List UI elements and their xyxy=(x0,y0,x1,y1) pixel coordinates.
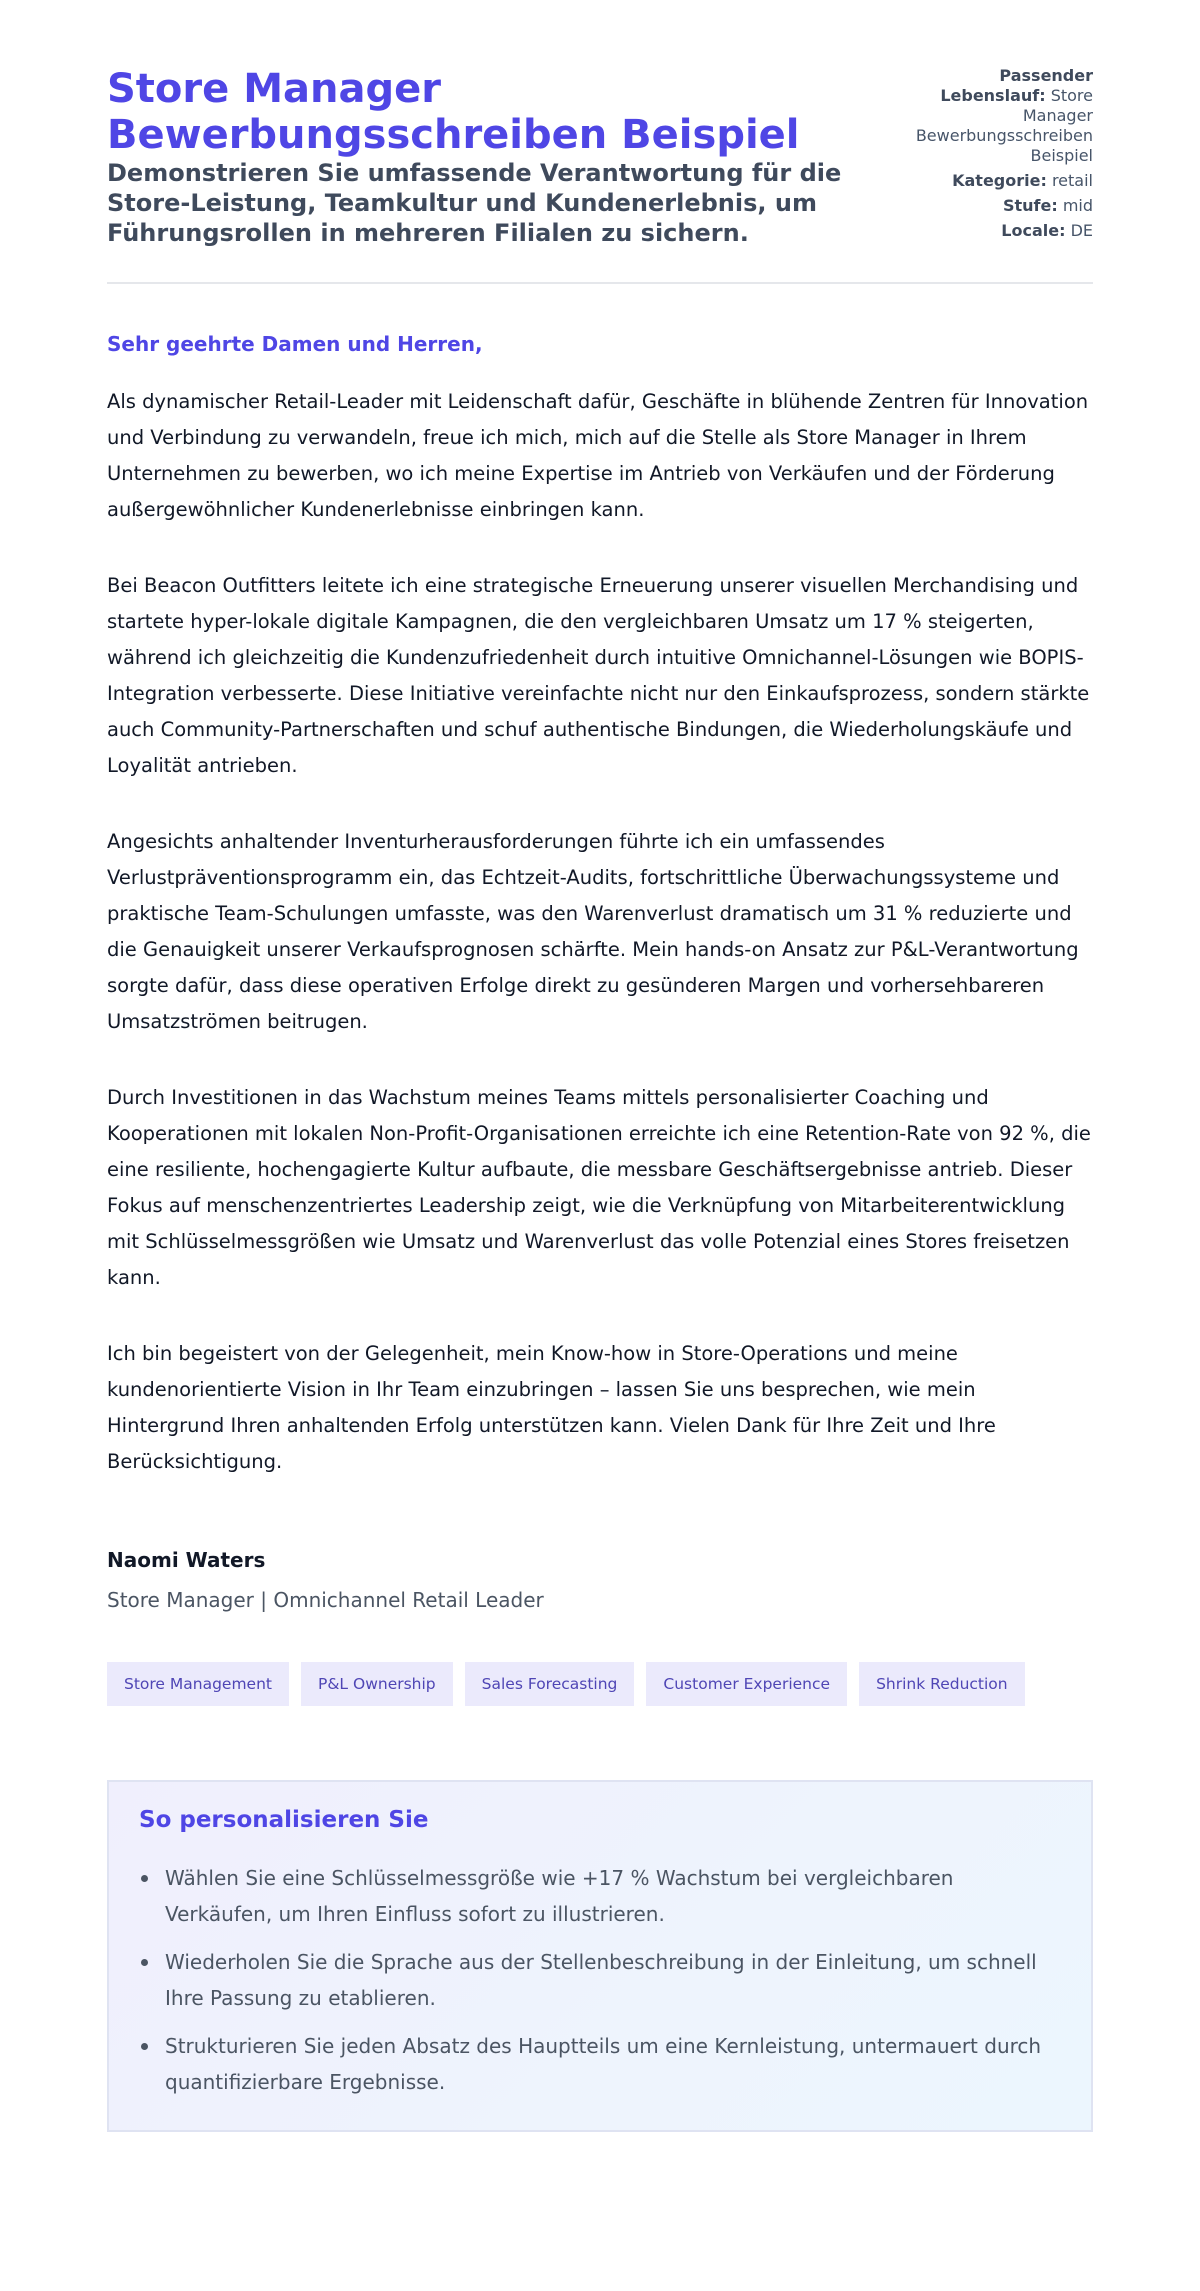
meta-level-label: Stufe: xyxy=(1002,196,1058,215)
meta-locale-label: Locale: xyxy=(1001,221,1066,240)
tips-item xyxy=(139,1860,1061,1932)
meta-level xyxy=(893,196,1093,216)
page-title: Store Manager Bewerbungsschreiben Beispiel xyxy=(107,66,800,158)
signature xyxy=(107,1546,1093,1614)
signature-name: Naomi Waters xyxy=(107,1548,266,1572)
tips-item-text: Strukturieren Sie jeden Absatz des Hauptteils um eine Kernleistung, untermauert durch quantifizierbare Ergebnisse. xyxy=(165,2034,1042,2094)
personalization-tips-box xyxy=(107,1780,1093,2132)
skill-tag-pl-ownership[interactable]: P&L Ownership xyxy=(301,1662,453,1706)
meta-category-label: Kategorie: xyxy=(952,171,1047,190)
tips-list xyxy=(139,1860,1061,2100)
skill-tags xyxy=(107,1662,1093,1706)
salutation: Sehr geehrte Damen und Herren, xyxy=(107,332,483,356)
tips-item xyxy=(139,2028,1061,2100)
bullet-icon xyxy=(141,2043,148,2050)
meta-resume xyxy=(893,66,1093,166)
meta-category xyxy=(893,171,1093,191)
letter-paragraph-loss-prevention: Angesichts anhaltender Inventurherausforderungen führte ich ein umfassendes Verlustpräventionsprogramm ein, das Echtzeit-Audits, fortschrittliche Überwachungssysteme und praktische Team-Schulungen umfasste, was den Warenverlust dramatisch um 31 % reduzierte und die Genauigkeit unserer Verkaufsprognosen schärfte. Mein hands-on Ansatz zur P&L-Verantwortung sorgte dafür, dass diese operativen Erfolge direkt zu gesünderen Margen und vorhersehbareren Umsatzströmen beitrugen. xyxy=(107,830,1079,1033)
signature-role: Store Manager | Omnichannel Retail Leader xyxy=(107,1588,544,1612)
letter-paragraph-team: Durch Investitionen in das Wachstum meines Teams mittels personalisierter Coaching und Kooperationen mit lokalen Non-Profit-Organisationen erreichte ich eine Retention-Rate von 92 %, die eine resiliente, hochengagierte Kultur aufbaute, die messbare Geschäftsergebnisse antrieb. Dieser Fokus auf menschenzentriertes Leadership zeigt, wie die Verknüpfung von Mitarbeiterentwicklung mit Schlüsselmessgrößen wie Umsatz und Warenverlust das volle Potenzial eines Stores freisetzen kann. xyxy=(107,1086,1091,1289)
skill-tag-sales-forecasting[interactable]: Sales Forecasting xyxy=(465,1662,635,1706)
tips-item-text: Wiederholen Sie die Sprache aus der Stellenbeschreibung in der Einleitung, um schnell Ihre Passung zu etablieren. xyxy=(165,1950,1037,2010)
letter-body xyxy=(107,284,1093,2132)
meta-resume-value: Store Manager Bewerbungsschreiben Beispiel xyxy=(915,86,1093,165)
letter-paragraph-closing: Ich bin begeistert von der Gelegenheit, mein Know-how in Store-Operations und meine kundenorientierte Vision in Ihr Team einzubringen – lassen Sie uns besprechen, wie mein Hintergrund Ihren anhaltenden Erfolg unterstützen kann. Vielen Dank für Ihre Zeit und Ihre Berücksichtigung. xyxy=(107,1342,996,1473)
header-title-block xyxy=(107,66,847,248)
skill-tag-store-management[interactable]: Store Management xyxy=(107,1662,289,1706)
page-subtitle: Demonstrieren Sie umfassende Verantwortung für die Store-Leistung, Teamkultur und Kundenerlebnis, um Führungsrollen in mehreren Filialen zu sichern. xyxy=(107,159,842,247)
letter-paragraph-intro: Als dynamischer Retail-Leader mit Leidenschaft dafür, Geschäfte in blühende Zentren für Innovation und Verbindung zu verwandeln, freue ich mich, mich auf die Stelle als Store Manager in Ihrem Unternehmen zu bewerben, wo ich meine Expertise im Antrieb von Verkäufen und der Förderung außergewöhnlicher Kundenerlebnisse einbringen kann. xyxy=(107,390,1089,521)
page-header xyxy=(107,66,1093,284)
skill-tag-customer-experience[interactable]: Customer Experience xyxy=(646,1662,847,1706)
tips-item-text: Wählen Sie eine Schlüsselmessgröße wie +17 % Wachstum bei vergleichbaren Verkäufen, um Ihren Einfluss sofort zu illustrieren. xyxy=(165,1866,954,1926)
tips-title: So personalisieren Sie xyxy=(139,1807,429,1833)
meta-level-value: mid xyxy=(1062,196,1093,215)
meta-resume-label: Passender Lebenslauf: xyxy=(940,66,1093,105)
tips-item xyxy=(139,1944,1061,2016)
bullet-icon xyxy=(141,1959,148,1966)
meta-category-value: retail xyxy=(1051,171,1093,190)
letter-paragraph-sales: Bei Beacon Outfitters leitete ich eine strategische Erneuerung unserer visuellen Merchandising und startete hyper-lokale digitale Kampagnen, die den vergleichbaren Umsatz um 17 % steigerten, während ich gleichzeitig die Kundenzufriedenheit durch intuitive Omnichannel-Lösungen wie BOPIS-Integration verbesserte. Diese Initiative vereinfachte nicht nur den Einkaufsprozess, sondern stärkte auch Community-Partnerschaften und schuf authentische Bindungen, die Wiederholungskäufe und Loyalität antrieben. xyxy=(107,574,1090,777)
bullet-icon xyxy=(141,1875,148,1882)
skill-tag-shrink-reduction[interactable]: Shrink Reduction xyxy=(859,1662,1025,1706)
meta-locale-value: DE xyxy=(1070,221,1093,240)
meta-info xyxy=(893,66,1093,241)
meta-locale xyxy=(893,221,1093,241)
